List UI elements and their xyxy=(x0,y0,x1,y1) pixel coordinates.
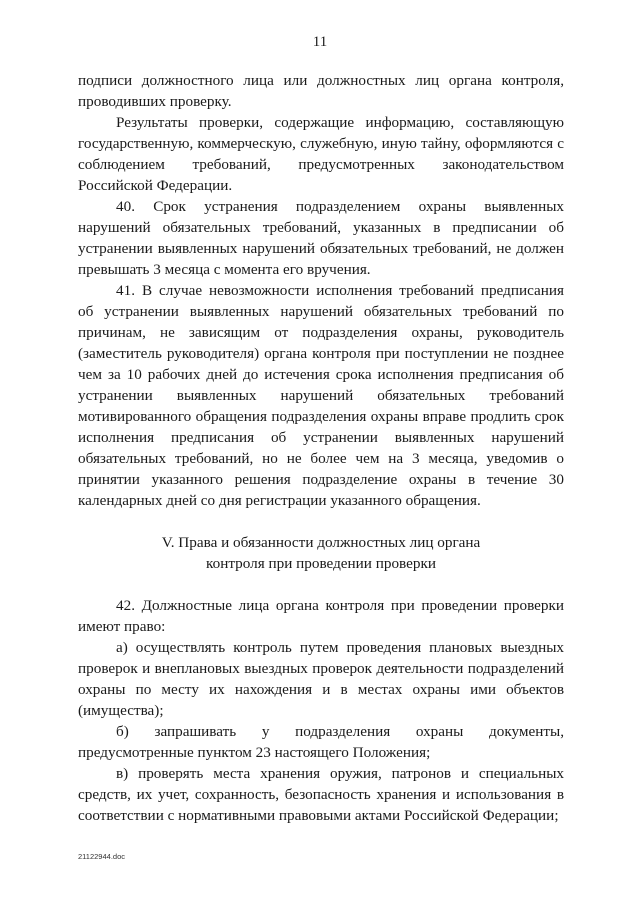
paragraph-42: 42. Должностные лица органа контроля при проведении проверки имеют право: xyxy=(78,597,564,635)
paragraph-signature: подписи должностного лица или должностных лиц органа контроля, проводивших проверку. xyxy=(78,72,564,110)
list-item-b: б) запрашивать у подразделения охраны документы, предусмотренные пунктом 23 настоящего Положения; xyxy=(78,723,564,761)
paragraph-40: 40. Срок устранения подразделением охраны выявленных нарушений обязательных требований, указанных в предписании об устранении выявленных нарушений обязательных требований, не должен превышать 3 месяца с момента его вручения. xyxy=(78,198,564,278)
paragraph-41: 41. В случае невозможности исполнения требований предписания об устранении выявленных нарушений обязательных требований по причинам, не зависящим от подразделения охраны, руководитель (заместитель руководителя) органа контроля при поступлении не позднее чем за 10 рабочих дней до истечения срока исполнения предписания об устранении выявленных нарушений обязательных требований мотивированного обращения подразделения охраны вправе продлить срок исполнения предписания об устранении выявленных нарушений обязательных требований, но не более чем на 3 месяца, уведомив о принятии указанного решения подразделение охраны в течение 30 календарных дней со дня регистрации указанного обращения. xyxy=(78,282,564,509)
paragraph-results: Результаты проверки, содержащие информацию, составляющую государственную, коммерческую, служебную, иную тайну, оформляются с соблюдением требований, предусмотренных законодательством Российской Федерации. xyxy=(78,114,564,194)
section-title-line2: контроля при проведении проверки xyxy=(206,555,436,572)
section-title xyxy=(78,532,564,574)
list-item-v: в) проверять места хранения оружия, патронов и специальных средств, их учет, сохранность, безопасность хранения и использования в соответствии с нормативными правовыми актами Российской Федерации; xyxy=(78,765,564,824)
page-number: 11 xyxy=(312,34,328,50)
list-item-a: а) осуществлять контроль путем проведения плановых выездных проверок и внеплановых выездных проверок деятельности подразделений охраны по месту их нахождения и в местах охраны ими объектов (имущества); xyxy=(78,639,564,719)
document-filename: 21122944.doc xyxy=(78,852,125,861)
section-title-line1: V. Права и обязанности должностных лиц органа xyxy=(161,534,481,551)
document-body xyxy=(78,70,564,826)
